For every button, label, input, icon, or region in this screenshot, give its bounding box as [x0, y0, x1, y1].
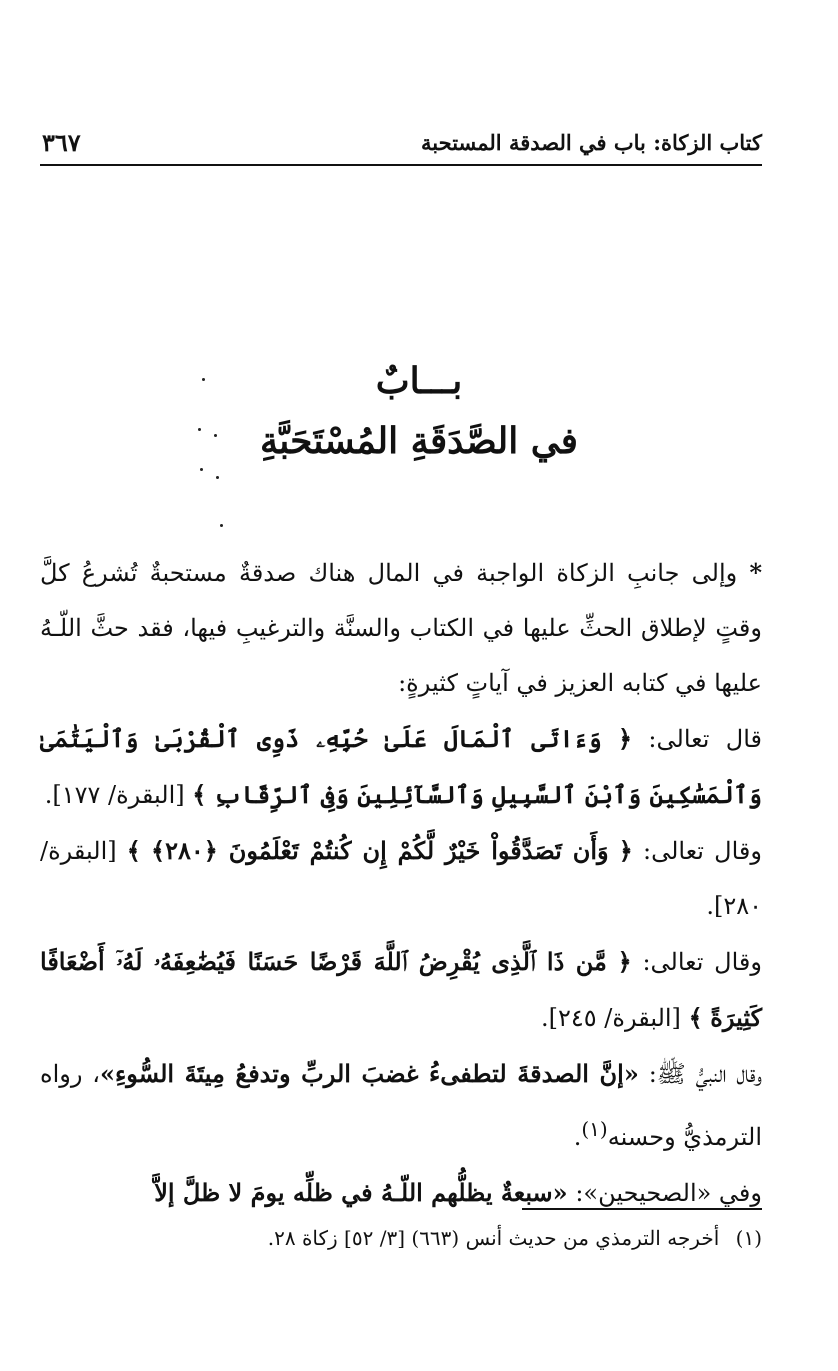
hadith-1-end: . [573, 1123, 582, 1151]
hadith-1-lead: وقال النبيُّ ﷺ: [648, 1060, 763, 1088]
footnote-text: أخرجه الترمذي من حديث أنس (٦٦٣) [٣/ ٥٢] زكاة ٢٨. [267, 1226, 720, 1250]
scan-speck [214, 434, 217, 437]
scan-speck [198, 428, 201, 431]
running-header [40, 128, 762, 166]
verse-1-open-bracket: ﴿ [618, 724, 633, 753]
verse-1-close-bracket: ﴾ [192, 780, 207, 809]
footnote-divider [522, 1208, 762, 1210]
chapter-label: بـــابٌ [375, 360, 463, 402]
verse-2-reference: [البقرة/ ٢٨٠]. [40, 837, 762, 920]
verse-2-lead: وقال تعالى: [643, 837, 762, 865]
verse-paragraph-1 [40, 711, 762, 823]
hadith-2-lead: وفي «الصحيحين»: [575, 1179, 762, 1207]
hadith-paragraph-2 [40, 1165, 762, 1221]
verse-1-lead: قال تعالى: [648, 725, 762, 753]
footnote-reference[interactable]: (١) [581, 1117, 608, 1141]
verse-2-open-bracket: ﴿ [618, 836, 633, 865]
hadith-1-tail: ، رواه الترمذيُّ وحسنه [40, 1060, 762, 1151]
chapter-title: في الصَّدَقَةِ المُسْتَحَبَّةِ [259, 420, 579, 462]
scan-speck [202, 378, 205, 381]
verse-paragraph-2 [40, 823, 762, 934]
verse-paragraph-3 [40, 934, 762, 1046]
verse-1-reference: [البقرة/ ١٧٧]. [44, 781, 185, 809]
verse-3-lead: وقال تعالى: [642, 948, 762, 976]
footnote [40, 1222, 762, 1254]
verse-2-close-bracket: ﴾ [126, 836, 141, 865]
paragraph-star: * [749, 558, 762, 587]
footnote-marker: (١) [735, 1226, 762, 1250]
intro-paragraph [40, 545, 762, 711]
verse-1-text: وَءَاتَى ٱلْمَالَ عَلَىٰ حُبِّهِۦ ذَوِى ٱلْقُرْبَىٰ وَٱلْيَتَٰمَىٰ وَٱلْمَسَٰكِينَ وَٱبْنَ ٱلسَّبِيلِ وَٱلسَّآئِلِينَ وَفِى ٱلرِّقَابِ [40, 724, 762, 809]
body-text [40, 545, 762, 1221]
hadith-paragraph-1 [40, 1046, 762, 1165]
scan-speck [220, 524, 223, 527]
scan-speck [216, 476, 219, 479]
running-title: كتاب الزكاة: باب في الصدقة المستحبة [421, 130, 762, 155]
intro-text: وإلى جانبِ الزكاة الواجبة في المال هناك صدقةٌ مستحبةٌ تُشرعُ كلَّ وقتٍ لإطلاق الحثِّ عليها في الكتاب والسنَّة والترغيبِ فيها، فقد حثَّ اللّـهُ عليها في كتابه العزيز في آياتٍ كثيرةٍ: [40, 559, 762, 697]
verse-3-open-bracket: ﴿ [617, 947, 632, 976]
verse-3-close-bracket: ﴾ [688, 1003, 703, 1032]
hadith-1-text: «إنَّ الصدقةَ لتطفىءُ غضبَ الربِّ وتدفعُ مِيتَةَ السُّوءِ» [100, 1059, 639, 1088]
verse-2-text: وَأَن تَصَدَّقُواْ خَيْرٌ لَّكُمْ إِن كُنتُمْ تَعْلَمُونَ ﴿٢٨٠﴾ [151, 836, 609, 865]
verse-3-reference: [البقرة/ ٢٤٥]. [540, 1004, 681, 1032]
scan-specks [190, 370, 230, 530]
verse-3-text: مَّن ذَا ٱلَّذِى يُقْرِضُ ٱللَّهَ قَرْضًا حَسَنًا فَيُضَٰعِفَهُۥ لَهُۥٓ أَضْعَافًا كَثِيرَةً [40, 947, 762, 1032]
hadith-2-text: «سبعةٌ يظلُّهم اللّـهُ في ظلِّه يومَ لا ظلَّ إلاَّ [154, 1178, 568, 1207]
scan-speck [200, 468, 203, 471]
page-number: ٣٦٧ [42, 128, 81, 157]
